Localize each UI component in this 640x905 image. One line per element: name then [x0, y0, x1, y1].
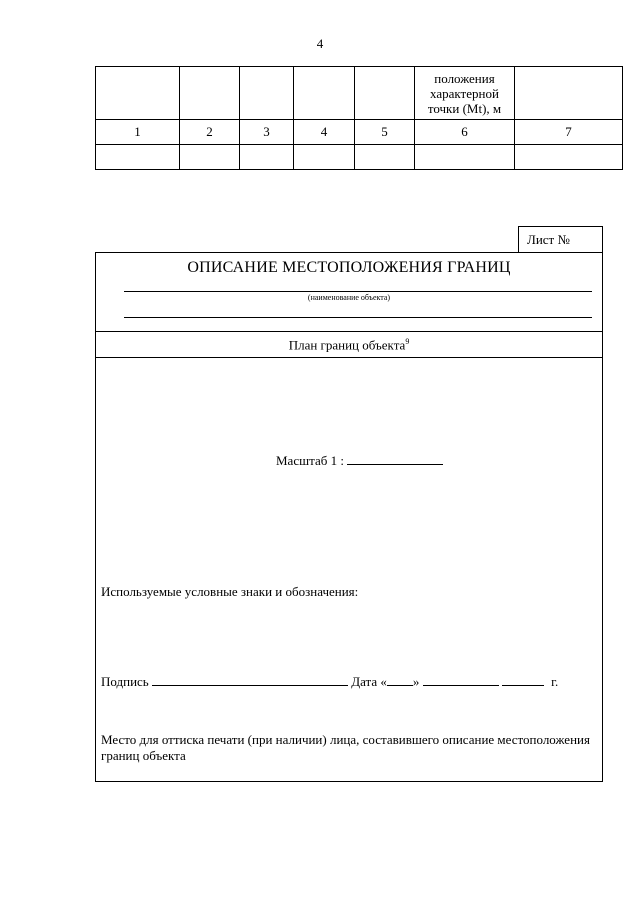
- table-cell: [96, 67, 180, 120]
- column-number: 6: [415, 120, 515, 145]
- table-cell: [355, 67, 415, 120]
- column-number: 3: [240, 120, 294, 145]
- page-number: 4: [316, 36, 324, 51]
- stamp-area-text: Место для оттиска печати (при наличии) лица, составившего описание местоположения границ объекта: [101, 732, 590, 763]
- plan-label: План границ объекта: [288, 337, 406, 353]
- table-cell: [240, 67, 294, 120]
- table-cell: [515, 145, 623, 170]
- table-header-row: [96, 67, 623, 120]
- column-number: 1: [96, 120, 180, 145]
- plan-footnote: 9: [405, 337, 410, 346]
- table-cell: [180, 67, 240, 120]
- object-name-line-2: [124, 317, 592, 318]
- table-cell: [294, 67, 355, 120]
- year-blank: [502, 674, 544, 686]
- plan-heading: [96, 337, 602, 353]
- form-title: ОПИСАНИЕ МЕСТОПОЛОЖЕНИЯ ГРАНИЦ: [187, 259, 511, 276]
- table-cell: [180, 145, 240, 170]
- sheet-number-label: Лист №: [527, 232, 570, 247]
- year-suffix: г.: [551, 674, 559, 689]
- month-blank: [423, 674, 499, 686]
- table-cell: [355, 145, 415, 170]
- table-row: [96, 145, 623, 170]
- boundary-description-form: [95, 252, 603, 782]
- day-blank: [387, 674, 413, 686]
- scale-blank: [347, 453, 443, 465]
- legend-label: Используемые условные знаки и обозначения:: [101, 584, 359, 599]
- coordinates-table: [95, 66, 623, 170]
- table-cell: [96, 145, 180, 170]
- signature-row: [101, 674, 558, 690]
- scale-label: Масштаб 1 :: [276, 453, 344, 468]
- column-number: 2: [180, 120, 240, 145]
- table-cell: [515, 67, 623, 120]
- signature-blank: [152, 674, 348, 686]
- column-number: 7: [515, 120, 623, 145]
- column-number: 4: [294, 120, 355, 145]
- date-label: Дата «: [351, 674, 387, 689]
- column-numbers-row: [96, 120, 623, 145]
- column-6-header: положения характерной точки (Mt), м: [415, 67, 515, 120]
- date-close: »: [412, 674, 420, 689]
- sheet-number-box: [518, 226, 603, 252]
- table-cell: [240, 145, 294, 170]
- column-number: 5: [355, 120, 415, 145]
- table-cell: [294, 145, 355, 170]
- signature-label: Подпись: [101, 674, 149, 689]
- object-name-caption: (наименование объекта): [307, 293, 391, 302]
- scale-row: [276, 453, 443, 469]
- divider: [96, 357, 602, 358]
- table-cell: [415, 145, 515, 170]
- object-name-line: [124, 291, 592, 292]
- divider: [96, 331, 602, 332]
